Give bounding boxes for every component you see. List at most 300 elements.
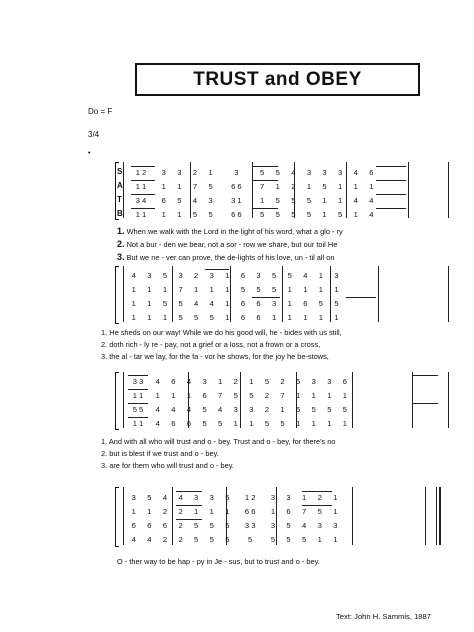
note: 1 — [162, 285, 168, 294]
system-4-bracket — [115, 487, 119, 547]
beam — [205, 269, 229, 270]
beam — [376, 208, 406, 209]
note: 5 — [338, 210, 343, 219]
lyric-line: 1. He sheds on our way! While we do his good will, he - bides with us still, — [101, 328, 342, 337]
beam — [128, 389, 148, 390]
note: 6 — [186, 419, 192, 428]
beam — [128, 375, 148, 376]
note: 1 — [318, 271, 324, 280]
notation-row — [126, 535, 343, 544]
note: 6 6 — [231, 210, 242, 219]
final-barline-thick — [439, 487, 441, 545]
note: 3 — [202, 377, 207, 386]
beam — [412, 403, 438, 404]
note: 5 — [233, 391, 238, 400]
note: 1 — [302, 493, 307, 502]
note: 3 — [270, 521, 276, 530]
note: 5 — [322, 182, 327, 191]
beam — [376, 180, 406, 181]
note: 1 — [306, 182, 312, 191]
note: 1 — [333, 535, 338, 544]
note: 6 — [240, 313, 246, 322]
note: 1 — [317, 535, 322, 544]
notation-row — [126, 196, 379, 205]
notation-row — [126, 419, 353, 428]
note: 5 — [209, 313, 214, 322]
note: 1 — [194, 285, 199, 294]
note: 1 — [322, 210, 327, 219]
note: 2 — [194, 271, 199, 280]
note: 5 — [311, 405, 316, 414]
note: 5 — [270, 535, 276, 544]
note: 1 — [318, 313, 324, 322]
note: 3 4 — [135, 196, 147, 205]
lyric-line: 2. but is blest if we trust and o - bey. — [101, 449, 219, 458]
note: 1 — [177, 210, 182, 219]
note: 1 1 — [132, 419, 144, 428]
note: 4 — [186, 405, 192, 414]
note: 1 — [249, 419, 254, 428]
lyric-line: 1. And with all who will trust and o - bey. Trust and o - bey, for there's no — [101, 437, 336, 446]
note: 1 — [225, 313, 230, 322]
note: 3 — [306, 168, 312, 177]
beam — [128, 417, 148, 418]
note: 6 6 — [244, 507, 256, 516]
note: 5 — [302, 535, 307, 544]
note: 1 — [333, 507, 338, 516]
lyric-line — [117, 557, 320, 566]
note: 1 — [353, 182, 358, 191]
note: 7 — [192, 182, 198, 191]
note: 4 — [162, 493, 168, 502]
note: 5 — [147, 493, 152, 502]
lyric-line: 2. doth rich - ly re - pay, not a grief or a loss, not a frown or a cross, — [101, 340, 321, 349]
beam — [252, 180, 278, 181]
note: 7 — [178, 285, 183, 294]
note: 5 — [306, 196, 312, 205]
note: 2 — [162, 507, 168, 516]
note: 3 — [249, 405, 254, 414]
note: 2 — [178, 535, 183, 544]
note: 5 — [202, 405, 207, 414]
note: 4 — [218, 405, 223, 414]
note: 3 — [209, 271, 214, 280]
lyric-text: O - ther way to be hap - py in Je - sus, but to trust and o - bey. — [117, 557, 320, 566]
note: 7 — [260, 182, 265, 191]
note: 2 — [178, 507, 183, 516]
title-box — [135, 63, 420, 96]
note: 1 — [186, 391, 192, 400]
lyric-line: 1. When we walk with the Lord in the light of his word, what a glo - ry — [117, 226, 343, 236]
note: 1 — [225, 507, 230, 516]
note: 3 — [209, 493, 214, 502]
note: 1 — [260, 196, 265, 205]
notation-row — [126, 285, 344, 294]
system-1-left-bar — [123, 162, 124, 218]
note: 4 — [131, 271, 136, 280]
note: 5 — [286, 535, 291, 544]
note: 5 — [162, 299, 168, 308]
note: 4 — [303, 271, 308, 280]
system-3-bar — [412, 372, 413, 428]
note: 5 — [194, 535, 199, 544]
lyric-line: 3. the al - tar we lay, for the fa - vor he shows, for the joy he be-stows, — [101, 352, 329, 361]
system-2-bar — [378, 266, 379, 322]
note: 5 5 — [132, 405, 144, 414]
note: 6 — [147, 521, 152, 530]
note: 1 2 — [135, 168, 147, 177]
note: 3 — [333, 521, 338, 530]
notation-row — [126, 377, 353, 386]
note: 3 — [208, 196, 213, 205]
note: 5 — [275, 168, 280, 177]
note: 1 — [131, 285, 136, 294]
note: 1 — [296, 419, 301, 428]
note: 4 — [302, 521, 307, 530]
lyric-line: 2. Not a bur - den we bear, not a sor - row we share, but our toil He — [117, 239, 338, 249]
note: 5 — [291, 210, 296, 219]
note: 2 — [233, 377, 238, 386]
note: 6 — [131, 521, 136, 530]
note: 1 — [147, 313, 152, 322]
beam — [302, 505, 332, 506]
note: 2 — [264, 391, 270, 400]
note: 5 — [225, 535, 230, 544]
note: 5 — [177, 196, 182, 205]
note: 2 — [317, 493, 322, 502]
note: 3 — [147, 271, 152, 280]
note: 1 — [353, 210, 358, 219]
note: 5 — [194, 313, 199, 322]
note: 4 — [147, 535, 152, 544]
note: 6 — [369, 168, 374, 177]
lyric-text: Not a bur - den we bear, not a sor - row we share, but our toil He — [126, 240, 338, 249]
note: 6 — [342, 377, 348, 386]
notation-row — [126, 493, 343, 502]
note: 3 1 — [231, 196, 242, 205]
note: 1 — [194, 507, 199, 516]
note: 1 — [270, 507, 276, 516]
note: 6 6 — [231, 182, 242, 191]
note: 5 — [162, 271, 168, 280]
note: 1 — [327, 419, 332, 428]
note: 5 — [334, 299, 339, 308]
note: 1 1 — [132, 391, 144, 400]
note: 5 — [178, 299, 183, 308]
note: 1 1 — [135, 182, 147, 191]
part-label: A — [117, 181, 123, 190]
note: 6 — [303, 299, 308, 308]
time-signature: 3/4 — [88, 130, 100, 139]
note: 1 — [131, 313, 136, 322]
note: 2 — [162, 535, 168, 544]
note: 5 — [192, 210, 198, 219]
lyric-line: 3. But we ne - ver can prove, the de-lights of his love, un - til all on — [117, 252, 335, 262]
note: 5 — [317, 507, 322, 516]
note: 4 — [155, 419, 160, 428]
beam — [412, 375, 438, 376]
note: 4 — [369, 196, 374, 205]
note: 3 — [194, 493, 199, 502]
note: 1 — [338, 196, 343, 205]
note: 3 — [131, 493, 136, 502]
note: 1 — [209, 285, 214, 294]
note: 4 — [291, 168, 296, 177]
note: 1 — [233, 419, 238, 428]
note: 1 — [287, 285, 292, 294]
note: 5 — [256, 285, 261, 294]
notation-row — [126, 182, 379, 191]
note: 1 — [334, 313, 339, 322]
note: 3 — [311, 377, 316, 386]
note: 7 — [218, 391, 223, 400]
note: 5 — [209, 535, 214, 544]
note: 1 — [303, 313, 308, 322]
note: 5 — [225, 493, 230, 502]
note: 4 — [131, 535, 136, 544]
part-label: T — [117, 195, 122, 204]
lyric-text: the al - tar we lay, for the fa - vor he shows, for the joy he be-stows, — [109, 352, 329, 361]
note: 5 — [209, 521, 214, 530]
note: 4 — [155, 405, 160, 414]
note: 4 — [186, 377, 192, 386]
note: 4 — [171, 405, 176, 414]
note: 3 — [286, 493, 291, 502]
note: 1 — [162, 313, 168, 322]
note: 1 — [327, 391, 332, 400]
system-2-left-bar — [123, 266, 124, 322]
part-label: S — [117, 167, 123, 176]
note: 5 — [327, 405, 332, 414]
key-signature: Do = F — [88, 107, 113, 116]
note: 1 — [225, 271, 230, 280]
note: 1 — [342, 419, 348, 428]
system-4-bar — [352, 487, 353, 545]
note: 7 — [302, 507, 307, 516]
note: 1 — [131, 507, 136, 516]
beam — [131, 194, 155, 195]
beam — [302, 491, 332, 492]
note: 1 — [296, 391, 301, 400]
notation-row — [126, 507, 343, 516]
beam — [128, 403, 148, 404]
beam — [131, 208, 155, 209]
note: 2 — [192, 168, 198, 177]
lyric-text: doth rich - ly re - pay, not a grief or a loss, not a frown or a cross, — [109, 340, 321, 349]
note: 5 — [272, 271, 277, 280]
note: 5 — [296, 405, 301, 414]
note: 1 — [225, 299, 230, 308]
note: 4 — [155, 377, 160, 386]
note: 1 — [318, 285, 324, 294]
note: 1 1 — [135, 210, 147, 219]
note: 3 — [334, 271, 339, 280]
note: 4 — [209, 299, 214, 308]
notation-row — [126, 210, 379, 219]
note: 3 — [317, 521, 322, 530]
note: 1 — [342, 391, 348, 400]
beam — [131, 166, 155, 167]
notation-row — [126, 313, 344, 322]
note: 1 — [333, 493, 338, 502]
system-3-left-bar — [123, 372, 124, 428]
part-label: B — [117, 209, 123, 218]
note: 5 — [240, 285, 246, 294]
note: 2 — [280, 377, 285, 386]
system-2-right-bar — [448, 266, 449, 322]
note: 3 — [234, 168, 239, 177]
beam — [176, 505, 202, 506]
note: 1 — [311, 419, 316, 428]
note: 1 — [334, 285, 339, 294]
note: 2 — [291, 182, 296, 191]
note: 3 — [272, 299, 277, 308]
note: 4 — [194, 299, 199, 308]
note: 1 — [287, 299, 292, 308]
system-4-bar — [425, 487, 426, 545]
notation-row — [126, 299, 344, 308]
note: 5 — [275, 210, 280, 219]
beam — [176, 519, 202, 520]
note: 1 — [171, 391, 176, 400]
note: 3 — [161, 168, 166, 177]
note: 3 — [177, 168, 182, 177]
note: 1 — [311, 391, 316, 400]
note: 5 — [218, 419, 223, 428]
note: 1 — [287, 313, 292, 322]
lyric-text: are for them who will trust and o - bey. — [109, 461, 234, 470]
note: 6 — [240, 271, 246, 280]
note: 5 — [280, 419, 285, 428]
note: 3 — [233, 405, 238, 414]
note: 3 — [322, 168, 327, 177]
note: 4 — [369, 210, 374, 219]
note: 5 — [225, 521, 230, 530]
note: 3 — [327, 377, 332, 386]
note: 5 — [272, 285, 277, 294]
note: 5 — [342, 405, 348, 414]
note: 5 — [306, 210, 312, 219]
beam — [346, 297, 376, 298]
note: 6 — [240, 299, 246, 308]
note: 1 — [369, 182, 374, 191]
note: 5 — [248, 535, 253, 544]
note: 6 — [256, 299, 261, 308]
note: 1 — [147, 299, 152, 308]
note: 5 — [318, 299, 324, 308]
note: 5 — [296, 377, 301, 386]
note: 5 — [208, 210, 213, 219]
note: 5 — [264, 419, 270, 428]
note: 1 — [208, 168, 213, 177]
note: 1 — [147, 285, 152, 294]
note: 6 — [171, 377, 176, 386]
beam — [176, 491, 202, 492]
note: 1 — [225, 285, 230, 294]
note: 1 — [131, 299, 136, 308]
beam — [252, 208, 278, 209]
system-4-left-bar — [123, 487, 124, 545]
note: 5 — [286, 521, 291, 530]
beam — [252, 166, 278, 167]
note: 3 — [270, 493, 276, 502]
lyric-text: But we ne - ver can prove, the de-lights of his love, un - til all on — [126, 253, 335, 262]
notation-row — [126, 521, 343, 530]
note: 1 — [147, 507, 152, 516]
note: 1 — [177, 182, 182, 191]
note: 5 — [260, 210, 265, 219]
note: 5 — [202, 419, 207, 428]
note: 5 — [208, 182, 213, 191]
note: 1 — [303, 285, 308, 294]
note: 1 — [209, 507, 214, 516]
note: 6 — [161, 196, 166, 205]
beam — [252, 297, 280, 298]
note: 1 — [161, 210, 166, 219]
note: 1 — [280, 405, 285, 414]
final-barline-thin — [436, 487, 437, 545]
note: 5 — [275, 196, 280, 205]
note: 1 2 — [244, 493, 256, 502]
note: 3 — [338, 168, 343, 177]
system-3-bracket — [115, 372, 119, 430]
beam — [376, 166, 406, 167]
note: 1 — [161, 182, 166, 191]
tempo-mark: • — [88, 150, 91, 157]
beam — [131, 180, 155, 181]
system-2-bracket — [115, 266, 119, 324]
note: 5 — [291, 196, 296, 205]
lyric-text: but is blest if we trust and o - bey. — [109, 449, 219, 458]
note: 3 3 — [132, 377, 144, 386]
note: 2 — [264, 405, 270, 414]
note: 6 — [171, 419, 176, 428]
note: 5 — [194, 521, 199, 530]
note: 5 — [249, 391, 254, 400]
note: 1 — [322, 196, 327, 205]
note: 1 — [272, 313, 277, 322]
note: 5 — [287, 271, 292, 280]
lyric-text: And with all who will trust and o - bey. Trust and o - bey, for there's no — [108, 437, 336, 446]
note: 4 — [353, 196, 358, 205]
lyric-text: He sheds on our way! While we do his good will, he - bides with us still, — [109, 328, 342, 337]
page-title: TRUST and OBEY — [193, 68, 362, 90]
note: 5 — [264, 377, 270, 386]
note: 1 — [218, 377, 223, 386]
note: 4 — [178, 493, 183, 502]
lyric-text: When we walk with the Lord in the light of his word, what a glo - ry — [126, 227, 343, 236]
note: 3 — [178, 271, 183, 280]
note: 4 — [353, 168, 358, 177]
note: 1 — [249, 377, 254, 386]
notation-row — [126, 405, 353, 414]
note: 2 — [178, 521, 183, 530]
note: 1 — [338, 182, 343, 191]
lyric-line: 3. are for them who will trust and o - bey. — [101, 461, 234, 470]
note: 4 — [192, 196, 198, 205]
note: 5 — [260, 168, 265, 177]
note: 7 — [280, 391, 285, 400]
note: 6 — [286, 507, 291, 516]
note: 6 — [256, 313, 261, 322]
note: 1 — [275, 182, 280, 191]
note: 5 — [178, 313, 183, 322]
note: 3 3 — [244, 521, 256, 530]
beam — [376, 194, 406, 195]
notation-row — [126, 168, 379, 177]
notation-row — [126, 271, 344, 280]
note: 6 — [162, 521, 168, 530]
